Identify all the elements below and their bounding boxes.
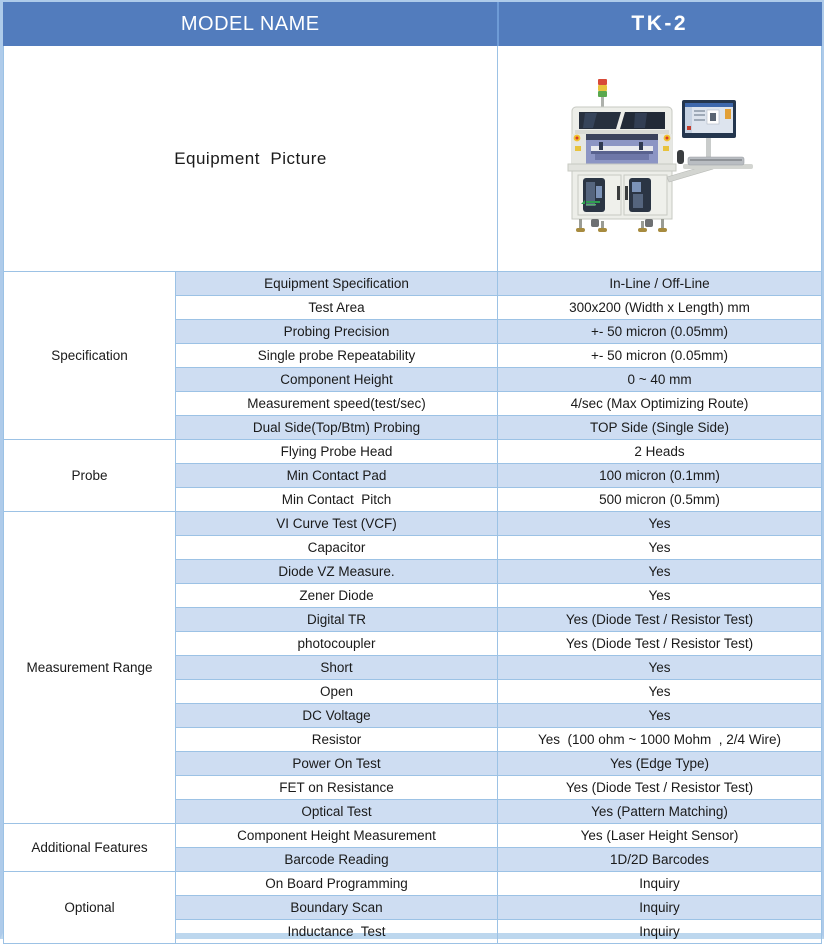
equipment-picture-cell [498, 46, 822, 272]
param-cell: Short [176, 656, 498, 680]
value-cell: Inquiry [498, 920, 822, 944]
param-cell: Component Height [176, 368, 498, 392]
table-header-row [4, 3, 822, 46]
param-cell: Probing Precision [176, 320, 498, 344]
value-cell: Yes (Edge Type) [498, 752, 822, 776]
table-row [4, 512, 822, 536]
value-cell: +- 50 micron (0.05mm) [498, 344, 822, 368]
category-cell: Probe [4, 440, 176, 512]
param-cell: Boundary Scan [176, 896, 498, 920]
param-cell: FET on Resistance [176, 776, 498, 800]
value-cell: 300x200 (Width x Length) mm [498, 296, 822, 320]
machine-feet [576, 219, 667, 232]
param-cell: Zener Diode [176, 584, 498, 608]
param-cell: Inductance Test [176, 920, 498, 944]
param-cell: Optical Test [176, 800, 498, 824]
equipment-picture-label: Equipment Picture [4, 46, 498, 272]
param-cell: Single probe Repeatability [176, 344, 498, 368]
value-cell: Yes [498, 584, 822, 608]
value-cell: Yes (Laser Height Sensor) [498, 824, 822, 848]
param-cell: Resistor [176, 728, 498, 752]
value-cell: Yes [498, 656, 822, 680]
value-cell: Yes (Diode Test / Resistor Test) [498, 608, 822, 632]
equipment-picture-row [4, 46, 822, 272]
model-name-header: MODEL NAME [4, 3, 498, 46]
value-cell: Yes (Diode Test / Resistor Test) [498, 632, 822, 656]
value-cell: +- 50 micron (0.05mm) [498, 320, 822, 344]
param-cell: Component Height Measurement [176, 824, 498, 848]
value-cell: Inquiry [498, 872, 822, 896]
value-cell: Yes (Diode Test / Resistor Test) [498, 776, 822, 800]
category-cell: Additional Features [4, 824, 176, 872]
table-row [4, 824, 822, 848]
monitor-icon [682, 100, 736, 138]
param-cell: Test Area [176, 296, 498, 320]
param-cell: VI Curve Test (VCF) [176, 512, 498, 536]
category-cell: Measurement Range [4, 512, 176, 824]
param-cell: Dual Side(Top/Btm) Probing [176, 416, 498, 440]
spec-table [3, 2, 822, 944]
param-cell: DC Voltage [176, 704, 498, 728]
param-cell: Capacitor [176, 536, 498, 560]
table-row [4, 872, 822, 896]
machine-ledge [568, 164, 676, 171]
equipment-photo [555, 76, 765, 241]
value-cell: 2 Heads [498, 440, 822, 464]
model-value-header: TK-2 [498, 3, 822, 46]
param-cell: Diode VZ Measure. [176, 560, 498, 584]
value-cell: TOP Side (Single Side) [498, 416, 822, 440]
value-cell: Yes [498, 704, 822, 728]
value-cell: Yes (100 ohm ~ 1000 Mohm , 2/4 Wire) [498, 728, 822, 752]
value-cell: 1D/2D Barcodes [498, 848, 822, 872]
machine-lower-body [572, 171, 672, 219]
param-cell: Min Contact Pitch [176, 488, 498, 512]
param-cell: Min Contact Pad [176, 464, 498, 488]
test-chamber [572, 134, 672, 164]
param-cell: Open [176, 680, 498, 704]
category-cell: Specification [4, 272, 176, 440]
value-cell: 0 ~ 40 mm [498, 368, 822, 392]
value-cell: Inquiry [498, 896, 822, 920]
value-cell: 500 micron (0.5mm) [498, 488, 822, 512]
value-cell: In-Line / Off-Line [498, 272, 822, 296]
table-row [4, 272, 822, 296]
param-cell: Power On Test [176, 752, 498, 776]
param-cell: photocoupler [176, 632, 498, 656]
category-cell: Optional [4, 872, 176, 944]
table-row [4, 440, 822, 464]
param-cell: Measurement speed(test/sec) [176, 392, 498, 416]
param-cell: Digital TR [176, 608, 498, 632]
param-cell: Barcode Reading [176, 848, 498, 872]
value-cell: Yes [498, 536, 822, 560]
param-cell: Equipment Specification [176, 272, 498, 296]
param-cell: On Board Programming [176, 872, 498, 896]
param-cell: Flying Probe Head [176, 440, 498, 464]
value-cell: 4/sec (Max Optimizing Route) [498, 392, 822, 416]
value-cell: Yes (Pattern Matching) [498, 800, 822, 824]
value-cell: 100 micron (0.1mm) [498, 464, 822, 488]
signal-tower-icon [598, 79, 607, 109]
value-cell: Yes [498, 680, 822, 704]
value-cell: Yes [498, 560, 822, 584]
value-cell: Yes [498, 512, 822, 536]
